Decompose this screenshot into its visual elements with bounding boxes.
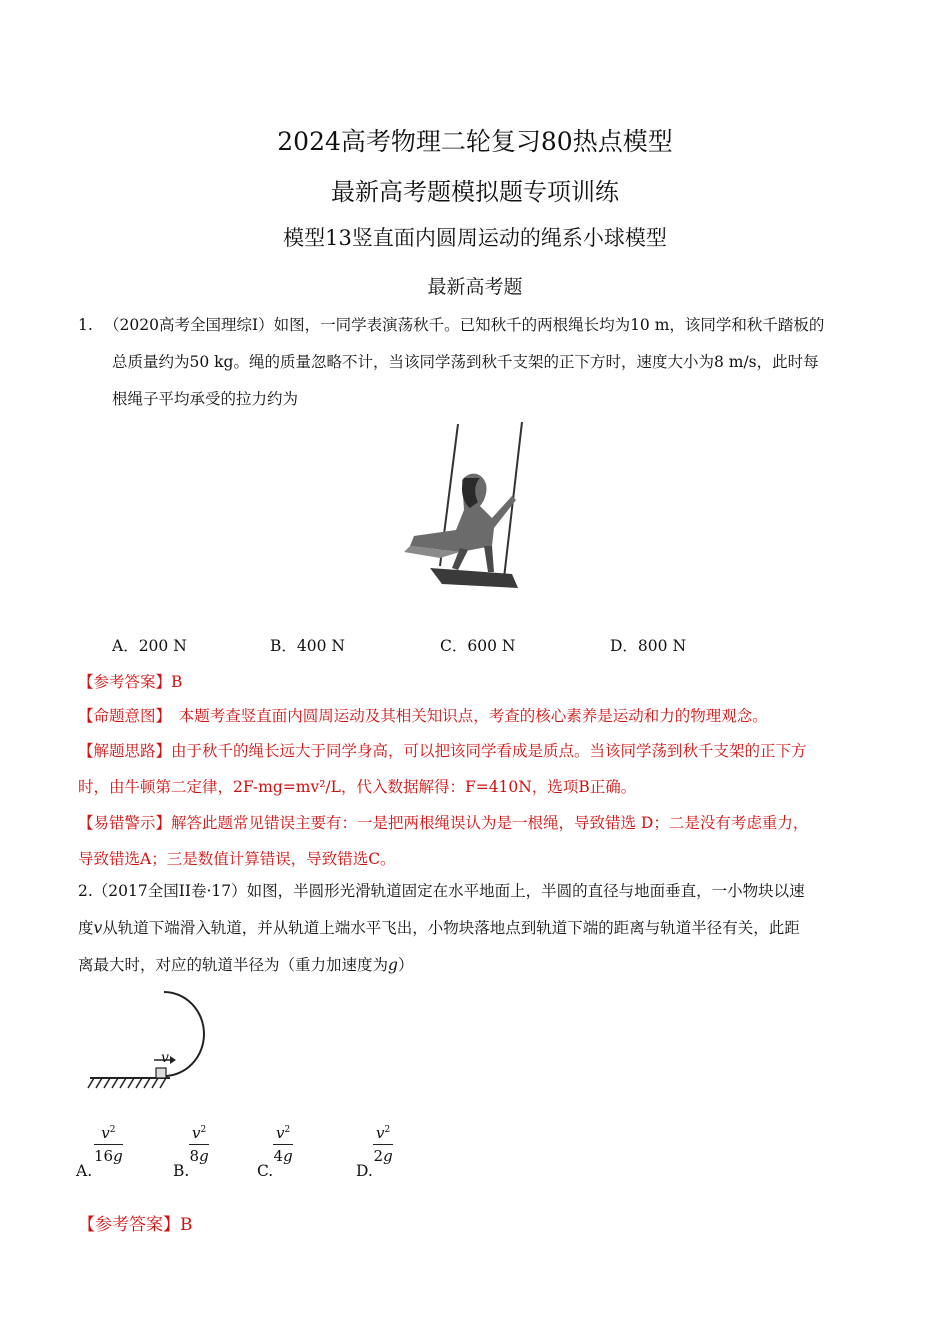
q1-intent: 【命题意图】 本题考查竖直面内圆周运动及其相关知识点，考查的核心素养是运动和力的物理观念。 [78,707,768,725]
fraction-exponent: 2 [200,1125,207,1135]
q2-velocity-symbol: v [93,919,103,937]
fraction-denominator-number: 2 [373,1147,384,1165]
q2-answer: 【参考答案】B [78,1215,193,1235]
fraction-denominator-number: 4 [273,1147,284,1165]
fraction-denominator-symbol: g [283,1147,293,1165]
q2-line-3 [78,956,413,974]
q2-option-a-fraction[interactable] [94,1124,123,1165]
q1-option-d[interactable]: D．800 N [610,637,687,655]
swing-figure [400,418,540,593]
fraction-numerator: v [101,1124,110,1142]
fraction-exponent: 2 [284,1125,291,1135]
fraction-exponent: 2 [384,1125,391,1135]
q2-line-3-start: 离最大时，对应的轨道半径为（重力加速度为 [78,956,389,974]
q1-option-b[interactable]: B．400 N [270,637,345,655]
model-title: 模型13竖直面内圆周运动的绳系小球模型 [283,226,667,250]
q1-option-a[interactable]: A．200 N [112,637,187,655]
q1-line-2: 总质量约为50 kg。绳的质量忽略不计，当该同学荡到秋千支架的正下方时，速度大小为8 m/s，此时每 [112,353,819,371]
q2-option-b-letter[interactable]: B. [173,1162,190,1180]
fraction-numerator: v [192,1124,201,1142]
fraction-exponent: 2 [109,1125,116,1135]
q1-solution-line-2: 时，由牛顿第二定律，2F-mg=mv²/L，代入数据解得：F=410N，选项B正确。 [78,778,637,796]
q2-option-a-letter[interactable]: A. [76,1162,93,1180]
fraction-denominator-symbol: g [383,1147,393,1165]
q2-option-c-letter[interactable]: C. [257,1162,274,1180]
q2-option-c-fraction[interactable] [273,1124,293,1165]
fraction-denominator-number: 8 [189,1147,200,1165]
q1-line-3: 根绳子平均承受的拉力约为 [112,390,299,408]
fraction-numerator: v [276,1124,285,1142]
q1-warning-line-2: 导致错选A；三是数值计算错误，导致错选C。 [78,850,396,868]
track-velocity-label: v [161,1050,169,1066]
q1-solution-line-1: 【解题思路】由于秋千的绳长远大于同学身高，可以把该同学看成是质点。当该同学荡到秋千支架的正下方 [78,742,807,760]
q1-option-c[interactable]: C．600 N [440,637,516,655]
q2-line-2-rest: 从轨道下端滑入轨道，并从轨道上端水平飞出，小物块落地点到轨道下端的距离与轨道半径有关，此距 [102,919,800,937]
doc-subtitle: 最新高考题模拟题专项训练 [331,178,619,206]
q1-line-1: （2020高考全国理综I）如图，一同学表演荡秋千。已知秋千的两根绳长均为10 m，该同学和秋千踏板的 [104,316,825,334]
fraction-numerator: v [376,1124,385,1142]
q1-answer: 【参考答案】B [78,673,183,691]
q2-option-d-fraction[interactable] [373,1124,393,1165]
q2-line-2-start: 度 [78,919,94,937]
q2-option-b-fraction[interactable] [189,1124,209,1165]
fraction-denominator-symbol: g [199,1147,209,1165]
fraction-denominator-symbol: g [113,1147,123,1165]
fraction-denominator-number: 16 [94,1147,114,1165]
q2-gravity-symbol: g [388,956,398,974]
q2-line-1: 2.（2017全国II卷·17）如图，半圆形光滑轨道固定在水平地面上，半圆的直径与地面垂直，一小物块以速 [78,882,805,900]
q2-line-3-end: ） [397,956,414,974]
q2-line-2 [78,919,800,937]
q2-option-d-letter[interactable]: D. [356,1162,373,1180]
q1-warning-line-1: 【易错警示】解答此题常见错误主要有：一是把两根绳误认为是一根绳，导致错选 D；二是没有考虑重力， [78,814,809,832]
doc-title: 2024高考物理二轮复习80热点模型 [277,127,673,156]
q1-number: 1. [78,316,93,334]
track-figure [84,986,234,1096]
section-heading: 最新高考题 [427,276,523,298]
